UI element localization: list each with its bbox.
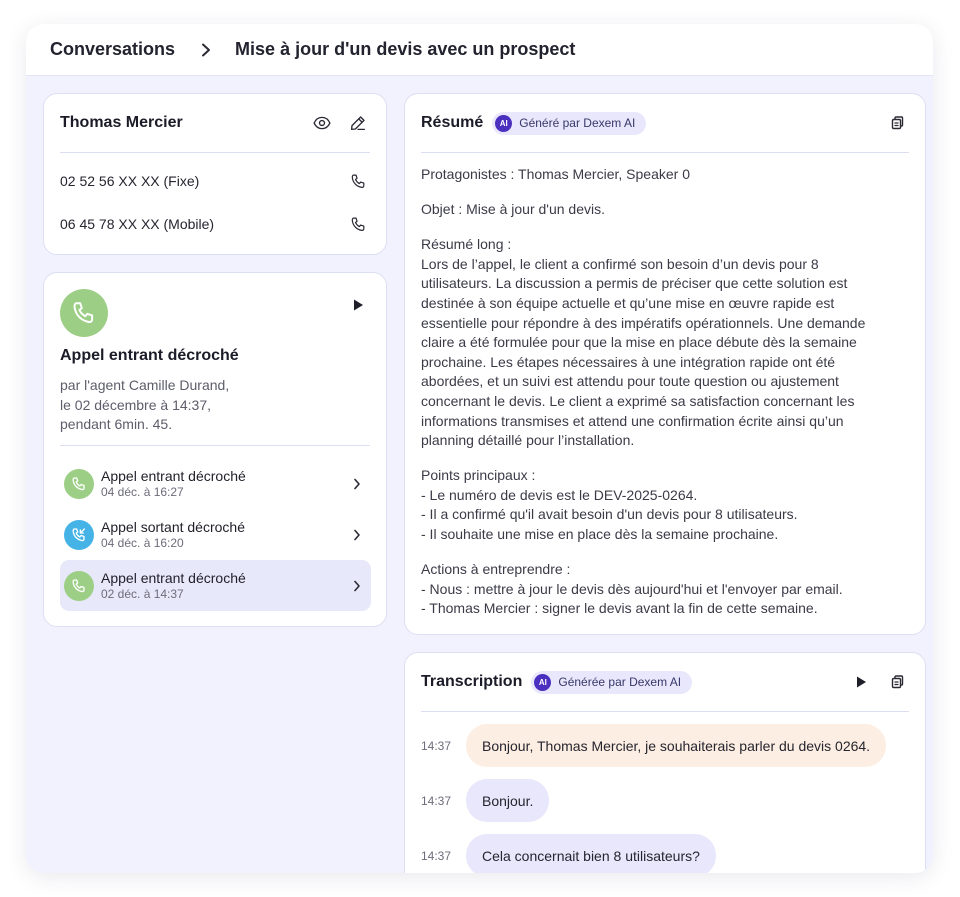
contact-card: [43, 93, 387, 255]
phone-row: [60, 169, 370, 193]
summary-card: [404, 93, 926, 635]
summary-actions: [873, 111, 909, 135]
phone-number: 02 52 56 XX XX (Fixe): [60, 173, 200, 189]
summary-long: [421, 235, 911, 451]
ai-badge: [531, 671, 692, 694]
contact-name: Thomas Mercier: [60, 114, 183, 131]
outgoing-call-icon: [71, 527, 87, 543]
summary-line: destinée à son équipe actuelle et qu’une mise en œuvre rapide est: [421, 294, 835, 311]
phone-icon: [71, 578, 87, 594]
chevron-right-icon: [349, 527, 365, 543]
message-bubble-agent: Bonjour, Thomas Mercier, je souhaiterais parler du devis 0264.: [466, 724, 886, 767]
call-description: [60, 376, 229, 435]
play-icon[interactable]: [849, 670, 873, 694]
call-title: Appel entrant décroché: [60, 347, 239, 364]
phone-number: 06 45 78 XX XX (Mobile): [60, 216, 215, 232]
incoming-call-avatar: [64, 469, 94, 499]
message-bubble-client: Cela concernait bien 8 utilisateurs?: [466, 834, 716, 873]
history-text: [101, 468, 349, 500]
phone-icon: [71, 476, 87, 492]
incoming-call-avatar: [64, 571, 94, 601]
copy-icon[interactable]: [885, 670, 909, 694]
summary-line: planning détaillé pour l’installation.: [421, 432, 635, 449]
summary-point: - Il souhaite une mise en place dès la semaine prochaine.: [421, 526, 779, 542]
phone-icon: [71, 300, 97, 326]
transcript-header: [421, 653, 909, 712]
message-time: 14:37: [421, 848, 452, 863]
summary-points: [421, 466, 911, 544]
phone-row: [60, 212, 370, 236]
summary-long-title: Résumé long :: [421, 236, 512, 253]
history-label: Appel sortant décroché: [101, 518, 245, 535]
history-text: [101, 570, 349, 602]
page-title: Mise à jour d'un devis avec un prospect: [235, 39, 576, 59]
call-date: le 02 décembre à 14:37,: [60, 396, 211, 413]
summary-actions-list: [421, 560, 911, 619]
summary-object: Objet : Mise à jour d'un devis.: [421, 201, 605, 218]
phone-icon[interactable]: [346, 212, 370, 236]
summary-line: abordées, et un suivi est attendu pour toute question ou ajustement: [421, 373, 839, 390]
contact-header: [60, 94, 370, 153]
chevron-right-icon: [201, 43, 213, 57]
ai-logo-icon: AI: [534, 674, 551, 691]
outgoing-call-avatar: [64, 520, 94, 550]
phone-icon[interactable]: [346, 169, 370, 193]
summary-line: concernant le devis. Le client a exprimé sa satisfaction concernant les: [421, 392, 855, 409]
ai-badge: [492, 112, 646, 135]
summary-line: utilisateurs. La discussion a permis de préciser que cette solution est: [421, 275, 848, 292]
summary-action: - Thomas Mercier : signer le devis avant la fin de cette semaine.: [421, 600, 818, 617]
message-time: 14:37: [421, 793, 452, 808]
transcript-actions: [837, 670, 909, 694]
ai-logo-icon: AI: [495, 115, 512, 132]
history-label: Appel entrant décroché: [101, 467, 246, 484]
summary-points-title: Points principaux :: [421, 467, 536, 484]
summary-point: - Il a confirmé qu'il avait besoin d'un devis pour 8 utilisateurs.: [421, 506, 798, 523]
summary-title: Résumé: [421, 114, 484, 131]
transcript-message: [421, 779, 549, 822]
copy-icon[interactable]: [885, 111, 909, 135]
message-time: 14:37: [421, 738, 452, 753]
eye-icon[interactable]: [310, 111, 334, 135]
transcript-card: [404, 652, 926, 873]
summary-point: - Le numéro de devis est le DEV-2025-0264.: [421, 486, 698, 503]
summary-line: Lors de l’appel, le client a confirmé son besoin d’un devis pour 8: [421, 255, 819, 272]
chevron-right-icon: [349, 578, 365, 594]
app-window: [26, 24, 933, 873]
transcript-title: Transcription: [421, 673, 523, 690]
summary-action: - Nous : mettre à jour le devis dès aujourd'hui et l'envoyer par email.: [421, 580, 843, 597]
message-bubble-client: Bonjour.: [466, 779, 549, 822]
history-date: 04 déc. à 16:20: [101, 535, 184, 550]
summary-line: essentielle pour répondre à des impératifs opérationnels. Une demande: [421, 314, 866, 331]
history-label: Appel entrant décroché: [101, 569, 246, 586]
chevron-right-icon: [349, 476, 365, 492]
ai-badge-label: Généré par Dexem AI: [519, 116, 636, 130]
summary-body: [421, 165, 911, 634]
summary-actions-title: Actions à entreprendre :: [421, 561, 571, 578]
summary-line: claire a été formulée pour que la mise en place débute dès la semaine: [421, 334, 857, 351]
history-date: 02 déc. à 14:37: [101, 586, 184, 601]
breadcrumb-root[interactable]: Conversations: [50, 39, 176, 59]
divider: [60, 445, 370, 446]
call-duration: pendant 6min. 45.: [60, 416, 173, 432]
summary-line: prochaine. Les étapes nécessaires à une intégration rapide ont été: [421, 353, 836, 370]
call-history-card: [43, 272, 387, 627]
call-agent: par l'agent Camille Durand,: [60, 377, 230, 393]
summary-protagonists: Protagonistes : Thomas Mercier, Speaker 0: [421, 166, 690, 182]
transcript-message: [421, 834, 716, 873]
history-item[interactable]: [60, 509, 371, 560]
summary-line: informations transmises et attend une confirmation écrite ainsi qu’un: [421, 412, 844, 429]
history-text: [101, 519, 349, 551]
history-item[interactable]: [60, 458, 371, 509]
edit-icon[interactable]: [346, 111, 370, 135]
transcript-message: [421, 724, 886, 767]
summary-header: [421, 94, 909, 153]
history-date: 04 déc. à 16:27: [101, 484, 184, 499]
play-icon[interactable]: [350, 297, 366, 313]
breadcrumb: [26, 24, 933, 76]
incoming-call-avatar: [60, 289, 108, 337]
history-item-selected[interactable]: [60, 560, 371, 611]
ai-badge-label: Générée par Dexem AI: [558, 675, 682, 689]
